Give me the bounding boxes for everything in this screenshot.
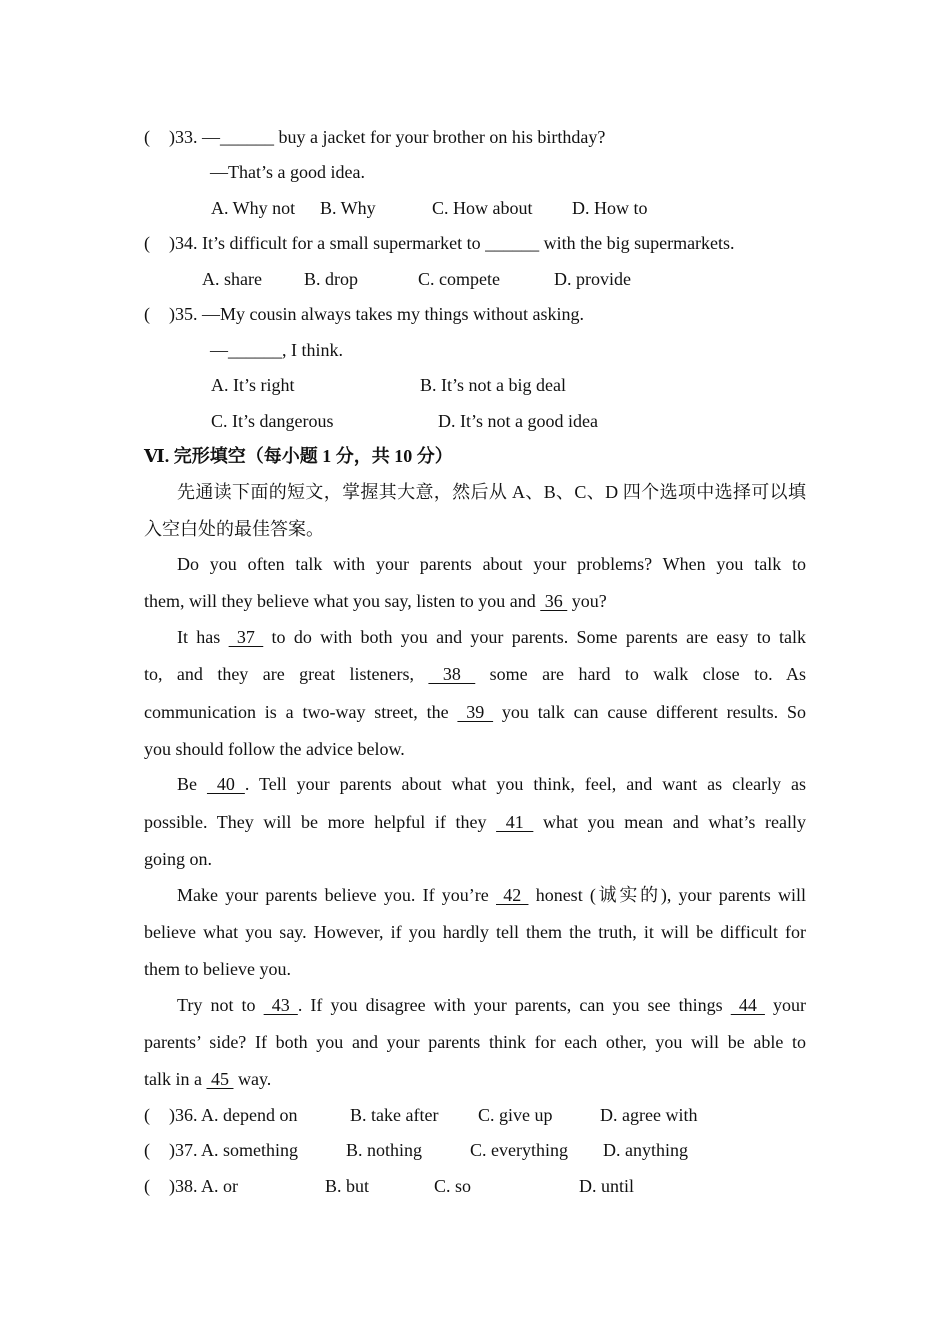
passage-text: communication is a two-way street, the <box>144 702 458 722</box>
passage-text: Try not to <box>177 995 264 1015</box>
answer-bracket: ( <box>144 1176 150 1196</box>
option-c: C. so <box>434 1176 472 1196</box>
option-b: B. drop <box>304 269 358 289</box>
question-35-reply: —______, I think. <box>210 340 343 360</box>
answer-bracket: ( <box>144 1140 150 1160</box>
answer-bracket: ( <box>144 233 150 253</box>
passage-line <box>144 589 607 613</box>
option-d: D. until <box>579 1176 635 1196</box>
passage-text: to, and they are great listeners, <box>144 664 429 684</box>
blank-43: 43 <box>263 995 298 1015</box>
section-instruction-cont: 入空白处的最佳答案。 <box>144 519 324 539</box>
passage-text: you talk can cause different results. So <box>493 702 807 722</box>
option-d: D. anything <box>603 1140 688 1160</box>
passage-text: Make your parents believe you. If you’re <box>177 885 496 905</box>
option-a: A. It’s right <box>211 375 295 395</box>
blank-44: 44 <box>730 995 765 1015</box>
option-d: D. provide <box>554 269 631 289</box>
passage-line <box>177 883 806 907</box>
passage-text: talk in a <box>144 1069 207 1089</box>
option-b: B. take after <box>350 1105 439 1125</box>
passage-text: Be <box>177 774 207 794</box>
option-d: D. How to <box>572 198 648 218</box>
passage-text: way. <box>233 1069 272 1089</box>
answer-bracket: ( <box>144 304 150 324</box>
passage-text: them, will they believe what you say, listen to you and <box>144 591 541 611</box>
section-heading: Ⅵ. 完形填空（每小题 1 分，共 10 分） <box>144 446 453 466</box>
blank-39: 39 <box>457 702 494 722</box>
passage-line <box>144 810 806 834</box>
blank-40: 40 <box>206 774 245 794</box>
passage-text: possible. They will be more helpful if they <box>144 812 497 832</box>
passage-text: honest (诚实的), your parents will <box>528 885 806 905</box>
blank-36: 36 <box>540 591 568 611</box>
question-37-stem: )37. A. something <box>169 1140 298 1160</box>
option-c: C. everything <box>470 1140 568 1160</box>
passage-text: some are hard to walk close to. As <box>475 664 807 684</box>
passage-line <box>177 772 806 796</box>
passage-text: you? <box>567 591 607 611</box>
option-a: A. Why not <box>211 198 296 218</box>
passage-line <box>177 625 806 649</box>
question-38-stem: )38. A. or <box>169 1176 238 1196</box>
option-d: D. It’s not a good idea <box>438 411 598 431</box>
option-c: C. compete <box>418 269 500 289</box>
passage-line <box>144 700 806 724</box>
passage-line: going on. <box>144 849 213 869</box>
passage-text: It has <box>177 627 229 647</box>
option-c: C. give up <box>478 1105 553 1125</box>
passage-line: them to believe you. <box>144 959 291 979</box>
question-36-stem: )36. A. depend on <box>169 1105 298 1125</box>
answer-bracket: ( <box>144 127 150 147</box>
option-b: B. but <box>325 1176 370 1196</box>
blank-38: 38 <box>428 664 476 684</box>
passage-text: to do with both you and your parents. Some parents are easy to talk <box>263 627 806 647</box>
passage-text: . If you disagree with your parents, can you see things <box>297 995 731 1015</box>
option-b: B. nothing <box>346 1140 423 1160</box>
option-d: D. agree with <box>600 1105 698 1125</box>
passage-text: what you mean and what’s really <box>533 812 807 832</box>
answer-bracket: ( <box>144 1105 150 1125</box>
passage-line <box>144 1067 271 1091</box>
blank-45: 45 <box>206 1069 234 1089</box>
passage-text: your <box>764 995 807 1015</box>
passage-line <box>177 993 806 1017</box>
question-35-stem: )35. —My cousin always takes my things without asking. <box>169 304 584 324</box>
option-a: A. share <box>202 269 262 289</box>
passage-line: parents’ side? If both you and your parents think for each other, you will be able to <box>144 1032 806 1052</box>
option-c: C. It’s dangerous <box>211 411 334 431</box>
passage-line <box>144 662 806 686</box>
option-b: B. It’s not a big deal <box>420 375 566 395</box>
blank-42: 42 <box>496 885 529 905</box>
passage-text: . Tell your parents about what you think, feel, and want as clearly as <box>244 774 806 794</box>
passage-line: Do you often talk with your parents about your problems? When you talk to <box>177 554 806 574</box>
passage-line: believe what you say. However, if you hardly tell them the truth, it will be difficult for <box>144 922 806 942</box>
blank-37: 37 <box>228 627 264 647</box>
section-instruction: 先通读下面的短文，掌握其大意，然后从 A、B、C、D 四个选项中选择可以填 <box>177 482 806 502</box>
question-33-stem: )33. —______ buy a jacket for your brother on his birthday? <box>169 127 606 147</box>
option-b: B. Why <box>320 198 376 218</box>
blank-41: 41 <box>496 812 534 832</box>
question-33-reply: —That’s a good idea. <box>210 162 365 182</box>
passage-line: you should follow the advice below. <box>144 739 405 759</box>
question-34-stem: )34. It’s difficult for a small supermarket to ______ with the big supermarkets. <box>169 233 735 253</box>
option-c: C. How about <box>432 198 533 218</box>
